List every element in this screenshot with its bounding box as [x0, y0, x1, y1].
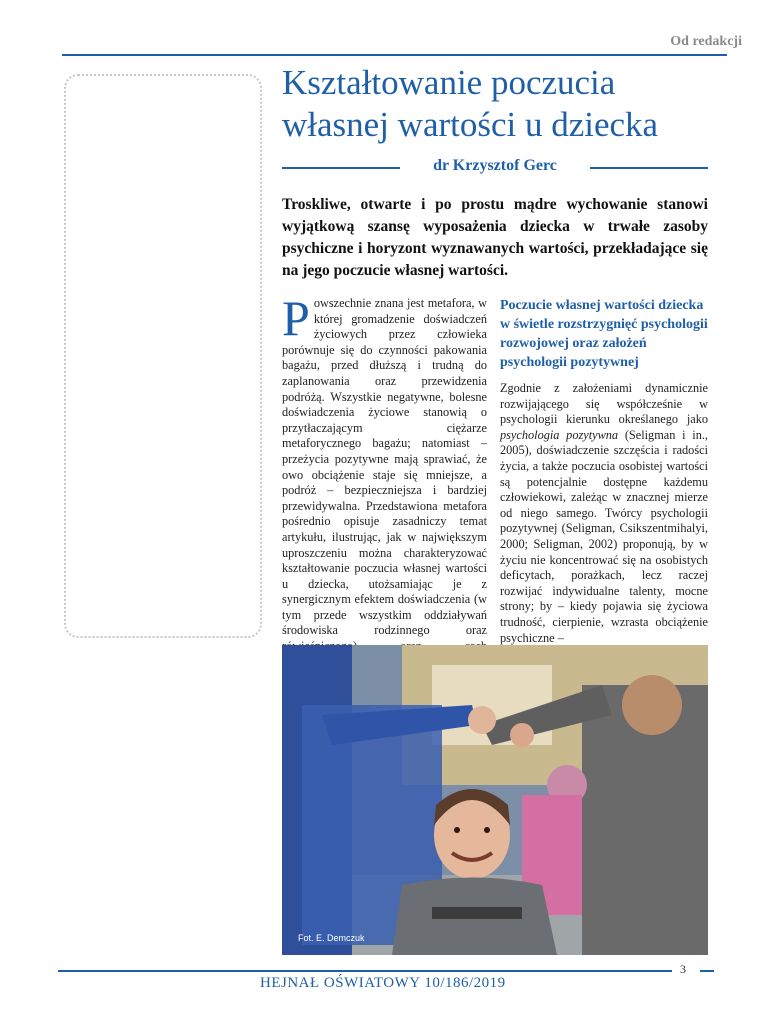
body-text-right-2: (Seligman i in., 2005), doświadczenie szczęścia i radości życia, a także poczucia osobistej wartości są potencjalnie dostępne każdemu człowiekowi, zależąc w znacznej mierze od niego samego. Twórcy psychologii pozytywnej (Seligman, Csikszentmihalyi, 2000; Seligman, 2002) proponują, by w życiu nie koncentrować się na osobistych deficytach, porażkach, lecz raczej rozwijać indywidualne talenty, mocne strony; by – kiedy pojawia się życiowa trudność, cierpienie, wzrasta obciążenie psychiczne – — [500, 427, 708, 645]
subheading: Poczucie własnej wartości dziecka w świetle rozstrzygnięć psychologii rozwojowej oraz założeń psychologii pozytywnej — [500, 298, 708, 370]
article-photo — [282, 645, 708, 955]
body-text-right-1: Zgodnie z założeniami dynamicznie rozwijającego się współcześnie w psychologii kierunku określanego jako — [500, 381, 708, 427]
photo-credit: Fot. E. Demczuk — [298, 933, 365, 943]
article-lead: Troskliwe, otwarte i po prostu mądre wychowanie stanowi wyjątkową szansę wyposażenia dziecka w trwałe zasoby psychiczne i horyzont wyznawanych wartości, przekładające się na jego poczucie własnej wartości. — [282, 196, 708, 279]
article-title: Kształtowanie poczucia własnej wartości u dziecka — [282, 63, 659, 144]
body-column-right — [500, 381, 708, 646]
bottom-rule-tail — [700, 970, 714, 972]
body-column-left — [282, 290, 487, 670]
bottom-rule — [58, 970, 672, 972]
page-number: 3 — [680, 962, 686, 976]
section-label: Od redakcji — [670, 34, 742, 49]
sidebar-box — [64, 74, 262, 638]
author-rule-left — [282, 167, 400, 169]
body-text-left: owszechnie znana jest metafora, w której gromadzenie doświadczeń życiowych przez człowieka porównuje się do czynności pakowania bagażu, przed dłuższą i trudną do zaplanowania oraz przewidzenia podróżą. Wszystkie negatywne, bolesne doświadczenia życiowe stanowią o przytłaczającym ciężarze metaforycznego bagażu; natomiast – przeżycia pozytywne mają sprawiać, że owo obciążenie staje się mniejsze, a podróż – bezpieczniejsza i bardziej przewidywalna. Przedstawiona metafora pośrednio opisuje zasadniczy temat artykułu, ilustrując, jak w największym uproszczeniu można charakteryzować kształtowanie poczucia własnej wartości u dziecka, utożsamiając je z synergicznym efektem doświadczenia (w tym przede wszystkim oddziaływań środowiska rodzinnego oraz — [282, 296, 487, 638]
top-rule — [62, 54, 727, 56]
article-author: dr Krzysztof Gerc — [433, 157, 557, 174]
children-photo-illustration — [282, 645, 708, 955]
dropcap: P — [282, 290, 310, 346]
body-text-right-italic: psychologia pozytywna — [500, 427, 619, 442]
journal-name: HEJNAŁ OŚWIATOWY 10/186/2019 — [260, 975, 506, 991]
author-rule-right — [590, 167, 708, 169]
